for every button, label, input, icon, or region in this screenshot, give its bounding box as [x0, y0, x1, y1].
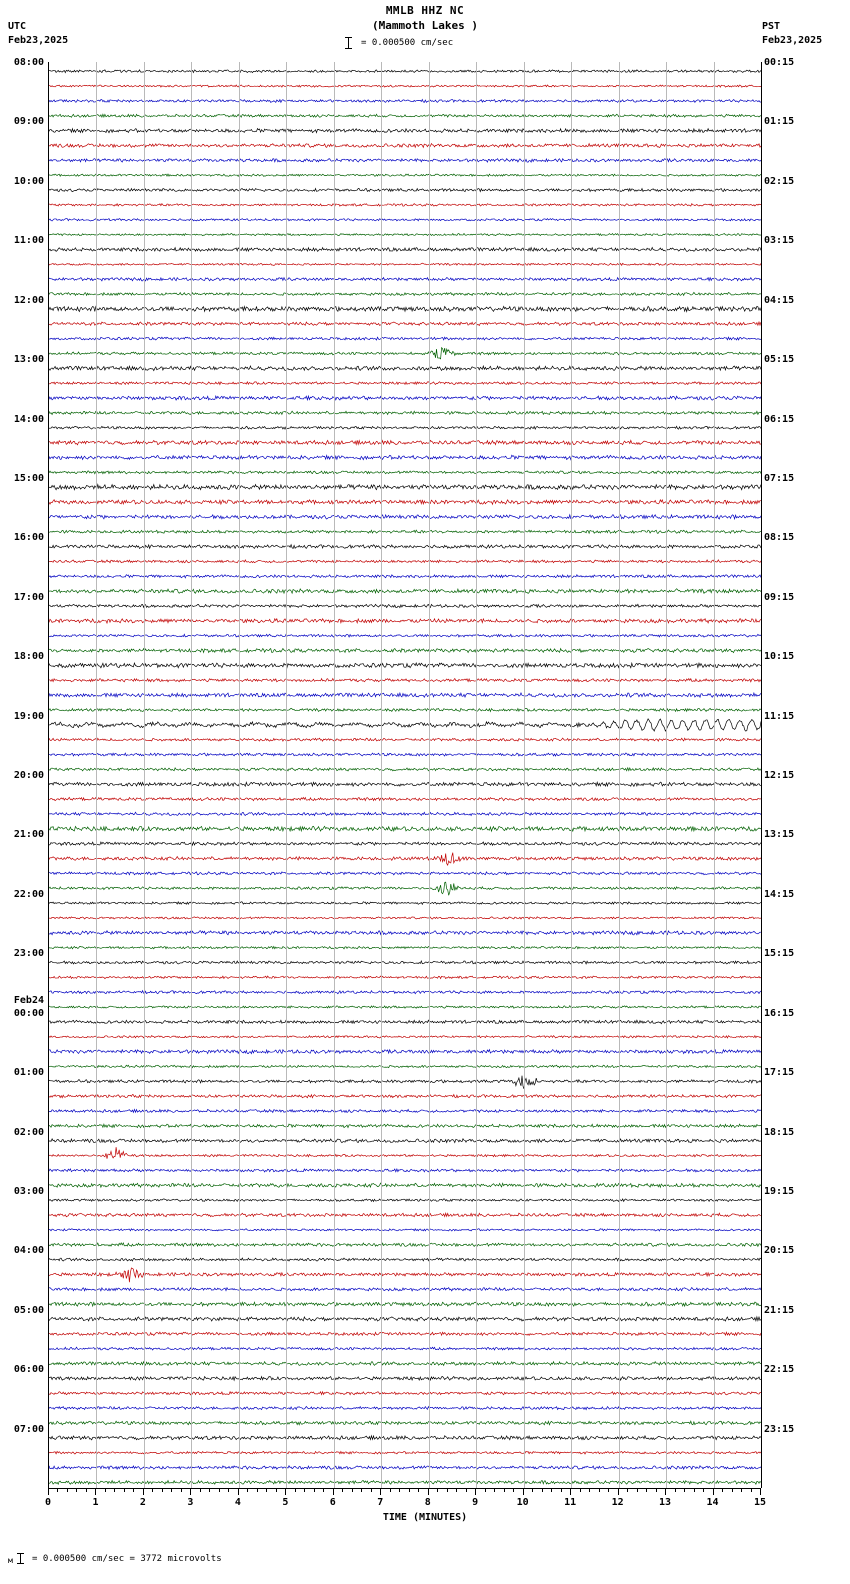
row-label-pst: 00:15 — [764, 57, 795, 68]
row-label-pst: 14:15 — [764, 888, 795, 900]
x-tick — [760, 1488, 761, 1495]
seismic-trace — [49, 1421, 761, 1425]
minute-gridline — [286, 62, 287, 1488]
x-tick-minor — [295, 1488, 296, 1492]
seismic-trace — [49, 931, 761, 935]
seismic-trace — [49, 99, 761, 102]
seismic-trace — [49, 902, 761, 905]
seismic-trace — [49, 872, 761, 875]
seismic-trace — [49, 515, 761, 519]
x-tick-minor — [181, 1488, 182, 1492]
seismic-trace — [49, 1406, 761, 1409]
footer-cap-bottom — [17, 1563, 24, 1564]
seismic-trace — [49, 426, 761, 429]
minute-gridline — [524, 62, 525, 1488]
seismic-trace — [49, 1139, 761, 1143]
x-tick-minor — [418, 1488, 419, 1492]
row-label-utc: 11:00 — [13, 235, 44, 247]
seismic-trace — [49, 144, 761, 148]
seismogram-plot — [48, 62, 762, 1488]
x-tick-label: 15 — [753, 1497, 767, 1508]
seismic-trace — [49, 411, 761, 414]
minute-gridline — [144, 62, 145, 1488]
x-tick — [713, 1488, 714, 1495]
seismic-trace — [49, 768, 761, 771]
seismic-trace — [49, 1451, 761, 1454]
seismic-trace — [49, 530, 761, 533]
x-tick-minor — [247, 1488, 248, 1492]
row-label-utc: 20:00 — [13, 770, 44, 781]
x-tick-label: 6 — [329, 1497, 336, 1508]
x-tick — [570, 1488, 571, 1495]
x-tick-minor — [390, 1488, 391, 1492]
seismic-trace — [49, 114, 761, 117]
row-label-pst: 10:15 — [764, 651, 795, 663]
x-tick-minor — [352, 1488, 353, 1492]
seismic-trace — [49, 1020, 761, 1024]
seismic-trace — [49, 976, 761, 979]
seismic-trace — [49, 1050, 761, 1054]
row-label-pst: 22:15 — [764, 1364, 795, 1376]
seismic-trace — [49, 440, 761, 445]
seismic-trace — [49, 604, 761, 607]
seismic-trace — [49, 575, 761, 578]
seismic-trace — [49, 663, 761, 668]
seismic-trace — [49, 961, 761, 964]
page-subtitle: (Mammoth Lakes ) — [372, 19, 478, 32]
x-tick-minor — [656, 1488, 657, 1492]
scale-cap-bottom — [345, 48, 352, 49]
minute-gridline — [429, 62, 430, 1488]
minute-gridline — [381, 62, 382, 1488]
row-label-pst: 12:15 — [764, 770, 795, 781]
seismic-trace — [49, 619, 761, 623]
seismic-trace — [49, 1362, 761, 1366]
x-tick-minor — [323, 1488, 324, 1492]
x-tick-label: 10 — [516, 1497, 529, 1508]
row-label-utc: 23:00 — [13, 948, 44, 960]
x-tick-minor — [257, 1488, 258, 1492]
seismic-trace — [49, 753, 761, 756]
x-tick-label: 11 — [564, 1497, 577, 1508]
seismic-trace — [49, 204, 761, 207]
right-timezone-block — [762, 20, 822, 48]
row-label-pst: 19:15 — [764, 1185, 795, 1197]
row-label-pst: 03:15 — [764, 235, 795, 247]
x-tick-label: 2 — [139, 1497, 146, 1508]
x-tick-minor — [342, 1488, 343, 1492]
row-label-pst: 11:15 — [764, 710, 795, 722]
x-tick-label: 4 — [234, 1497, 241, 1508]
x-tick-minor — [542, 1488, 543, 1492]
seismic-trace — [49, 247, 761, 251]
seismic-trace — [49, 306, 761, 311]
x-tick-minor — [399, 1488, 400, 1492]
x-tick-minor — [741, 1488, 742, 1492]
x-tick-label: 5 — [282, 1497, 289, 1508]
x-tick — [48, 1488, 49, 1495]
seismic-trace — [49, 648, 761, 652]
footer-micro-prefix: м — [8, 1556, 13, 1565]
x-tick-minor — [314, 1488, 315, 1492]
seismic-trace — [49, 1065, 761, 1068]
seismic-trace — [49, 1347, 761, 1350]
seismic-trace — [49, 812, 761, 815]
x-tick-minor — [456, 1488, 457, 1492]
x-tick-minor — [266, 1488, 267, 1492]
row-label-utc: 06:00 — [13, 1364, 44, 1376]
x-tick-minor — [409, 1488, 410, 1492]
x-tick-minor — [637, 1488, 638, 1492]
seismic-trace — [49, 1258, 761, 1261]
right-timezone: PST — [762, 21, 781, 32]
x-tick-minor — [371, 1488, 372, 1492]
seismic-trace — [49, 946, 761, 948]
x-tick-minor — [485, 1488, 486, 1492]
x-tick-minor — [152, 1488, 153, 1492]
seismic-trace — [49, 560, 761, 563]
x-tick-label: 7 — [377, 1497, 384, 1508]
seismic-trace — [49, 366, 761, 371]
x-tick-minor — [437, 1488, 438, 1492]
x-tick — [428, 1488, 429, 1495]
x-tick-label: 3 — [187, 1497, 194, 1508]
minute-gridline — [476, 62, 477, 1488]
x-tick-minor — [76, 1488, 77, 1492]
x-tick-minor — [67, 1488, 68, 1492]
row-label-pst: 18:15 — [764, 1126, 795, 1138]
scale-legend — [345, 36, 505, 52]
x-tick — [475, 1488, 476, 1495]
seismic-trace — [49, 738, 761, 741]
x-tick-minor — [466, 1488, 467, 1492]
right-date: Feb23,2025 — [762, 35, 823, 46]
seismic-trace — [49, 853, 761, 866]
x-tick-minor — [751, 1488, 752, 1492]
row-label-pst: 07:15 — [764, 472, 795, 484]
x-tick-minor — [513, 1488, 514, 1492]
seismic-trace — [49, 782, 761, 786]
minute-gridline — [619, 62, 620, 1488]
seismic-trace — [49, 1213, 761, 1217]
row-label-pst: 20:15 — [764, 1245, 795, 1257]
x-tick-minor — [86, 1488, 87, 1492]
row-label-pst: 06:15 — [764, 413, 795, 425]
seismic-trace — [49, 263, 761, 265]
x-axis-line — [48, 1488, 760, 1489]
seismic-trace — [49, 219, 761, 221]
x-tick-label: 8 — [424, 1497, 431, 1508]
seismic-trace — [49, 485, 761, 490]
x-tick-minor — [219, 1488, 220, 1492]
x-tick — [285, 1488, 286, 1495]
x-tick — [238, 1488, 239, 1495]
row-label-utc: 13:00 — [13, 354, 44, 366]
row-label-utc: 08:00 — [13, 57, 44, 68]
x-tick-label: 0 — [44, 1497, 52, 1508]
seismic-trace — [49, 278, 761, 281]
row-label-pst: 17:15 — [764, 1067, 795, 1079]
x-axis-label: TIME (MINUTES) — [382, 1512, 468, 1523]
seismic-trace — [49, 1268, 761, 1282]
minute-gridline — [714, 62, 715, 1488]
x-tick-minor — [694, 1488, 695, 1492]
x-tick-minor — [675, 1488, 676, 1492]
seismic-trace — [49, 842, 761, 845]
seismic-trace — [49, 1243, 761, 1247]
seismic-trace — [49, 159, 761, 163]
seismic-trace — [49, 1183, 761, 1187]
row-label-pst: 09:15 — [764, 591, 795, 603]
x-tick-label: 13 — [659, 1497, 672, 1508]
seismic-trace — [49, 1169, 761, 1172]
page-title: MMLB HHZ NC — [385, 4, 465, 17]
seismic-trace — [49, 1392, 761, 1395]
x-tick-minor — [447, 1488, 448, 1492]
row-label-utc: 05:00 — [13, 1304, 44, 1316]
x-tick — [618, 1488, 619, 1495]
row-label-pst: 04:15 — [764, 294, 795, 306]
x-tick-minor — [599, 1488, 600, 1492]
x-tick-minor — [105, 1488, 106, 1492]
x-tick — [143, 1488, 144, 1495]
x-tick-label: 1 — [92, 1497, 99, 1508]
row-label-utc: 19:00 — [13, 710, 44, 722]
row-label-pst: 16:15 — [764, 1007, 795, 1019]
x-tick-minor — [124, 1488, 125, 1492]
seismic-trace — [49, 882, 761, 895]
row-label-pst: 15:15 — [764, 948, 795, 960]
x-tick — [190, 1488, 191, 1495]
x-tick-minor — [580, 1488, 581, 1492]
x-tick-minor — [228, 1488, 229, 1492]
day-break-label: Feb24 — [13, 994, 44, 1006]
seismic-trace — [49, 1229, 761, 1231]
seismic-trace — [49, 174, 761, 176]
seismic-trace — [49, 1199, 761, 1202]
seismic-trace — [49, 1317, 761, 1321]
row-label-utc: 01:00 — [13, 1067, 44, 1079]
x-tick-minor — [703, 1488, 704, 1492]
seismic-trace — [49, 85, 761, 87]
x-tick-minor — [171, 1488, 172, 1492]
seismic-trace — [49, 455, 761, 459]
seismic-trace — [49, 679, 761, 682]
row-label-utc: 07:00 — [13, 1423, 44, 1435]
row-label-pst: 13:15 — [764, 829, 795, 841]
seismic-trace — [49, 1006, 761, 1009]
seismic-trace — [49, 1302, 761, 1306]
seismic-trace — [49, 1076, 761, 1089]
footer-label: = 0.000500 cm/sec = 3772 microvolts — [32, 1554, 222, 1564]
row-label-pst: 23:15 — [764, 1423, 795, 1435]
x-tick-minor — [589, 1488, 590, 1492]
seismic-trace — [49, 991, 761, 994]
x-tick-minor — [114, 1488, 115, 1492]
row-label-utc: 03:00 — [13, 1185, 44, 1197]
seismic-trace — [49, 719, 761, 731]
seismic-trace — [49, 1466, 761, 1470]
row-label-utc: 21:00 — [13, 829, 44, 841]
x-tick-label: 12 — [611, 1497, 624, 1508]
seismic-trace — [49, 1095, 761, 1098]
row-label-pst: 21:15 — [764, 1304, 795, 1316]
x-tick-minor — [57, 1488, 58, 1492]
row-label-utc: 04:00 — [13, 1245, 44, 1257]
x-tick-minor — [494, 1488, 495, 1492]
seismic-trace — [49, 292, 761, 295]
x-tick-minor — [551, 1488, 552, 1492]
seismic-trace — [49, 1147, 761, 1158]
x-tick-minor — [133, 1488, 134, 1492]
left-timezone: UTC — [8, 21, 27, 32]
x-tick-minor — [276, 1488, 277, 1492]
x-tick — [95, 1488, 96, 1495]
seismic-trace — [49, 917, 761, 919]
row-label-utc: 15:00 — [13, 472, 44, 484]
x-tick — [665, 1488, 666, 1495]
row-label-utc: 18:00 — [13, 651, 44, 663]
seismic-trace — [49, 189, 761, 192]
x-tick-minor — [532, 1488, 533, 1492]
row-label-utc: 10:00 — [13, 175, 44, 187]
row-label-pst: 01:15 — [764, 116, 795, 128]
seismic-trace — [49, 233, 761, 235]
left-timezone-block — [8, 20, 68, 48]
seismic-trace — [49, 545, 761, 549]
row-label-utc: 16:00 — [13, 532, 44, 544]
row-label-utc: 14:00 — [13, 413, 44, 425]
row-label-utc: 12:00 — [13, 294, 44, 306]
seismic-trace — [49, 382, 761, 385]
seismic-trace — [49, 826, 761, 831]
seismic-trace — [49, 693, 761, 697]
seismic-trace — [49, 1035, 761, 1037]
seismic-trace — [49, 634, 761, 637]
minute-gridline — [666, 62, 667, 1488]
scale-label: = 0.000500 cm/sec — [361, 38, 454, 48]
left-date: Feb23,2025 — [8, 35, 69, 46]
x-tick — [523, 1488, 524, 1495]
seismic-trace — [49, 589, 761, 594]
x-tick — [380, 1488, 381, 1495]
x-tick-minor — [561, 1488, 562, 1492]
seismic-trace — [49, 1436, 761, 1440]
x-tick-label: 14 — [706, 1497, 719, 1508]
seismic-trace — [49, 70, 761, 73]
row-label-pst: 05:15 — [764, 354, 795, 366]
row-label-pst: 02:15 — [764, 175, 795, 187]
seismic-trace — [49, 337, 761, 340]
row-label-utc: 17:00 — [13, 591, 44, 603]
seismic-trace — [49, 348, 761, 359]
row-label-utc: 02:00 — [13, 1126, 44, 1138]
x-tick-minor — [684, 1488, 685, 1492]
seismic-trace — [49, 471, 761, 474]
x-tick — [333, 1488, 334, 1495]
seismic-trace — [49, 396, 761, 400]
seismic-trace — [49, 1376, 761, 1380]
x-tick-minor — [304, 1488, 305, 1492]
minute-gridline — [239, 62, 240, 1488]
seismic-trace — [49, 1287, 761, 1290]
x-tick-label: 9 — [472, 1497, 479, 1508]
seismic-trace — [49, 1124, 761, 1128]
row-label-utc: 09:00 — [13, 116, 44, 128]
x-tick-minor — [608, 1488, 609, 1492]
seismic-trace — [49, 1109, 761, 1112]
row-label-utc: 22:00 — [13, 888, 44, 900]
seismic-trace — [49, 129, 761, 133]
x-tick-minor — [504, 1488, 505, 1492]
minute-gridline — [334, 62, 335, 1488]
x-tick-minor — [627, 1488, 628, 1492]
x-tick-minor — [209, 1488, 210, 1492]
minute-gridline — [571, 62, 572, 1488]
trace-canvas — [49, 62, 761, 1488]
seismic-trace — [49, 708, 761, 711]
seismic-trace — [49, 1332, 761, 1335]
row-label-pst: 08:15 — [764, 532, 795, 544]
seismic-trace — [49, 1481, 761, 1485]
x-tick-minor — [361, 1488, 362, 1492]
x-tick-minor — [200, 1488, 201, 1492]
minute-gridline — [191, 62, 192, 1488]
seismic-trace — [49, 797, 761, 800]
seismic-trace — [49, 500, 761, 505]
x-tick-minor — [722, 1488, 723, 1492]
x-tick-minor — [162, 1488, 163, 1492]
x-tick-minor — [646, 1488, 647, 1492]
minute-gridline — [96, 62, 97, 1488]
row-label-utc: 00:00 — [13, 1007, 44, 1019]
seismic-trace — [49, 322, 761, 326]
x-tick-minor — [732, 1488, 733, 1492]
